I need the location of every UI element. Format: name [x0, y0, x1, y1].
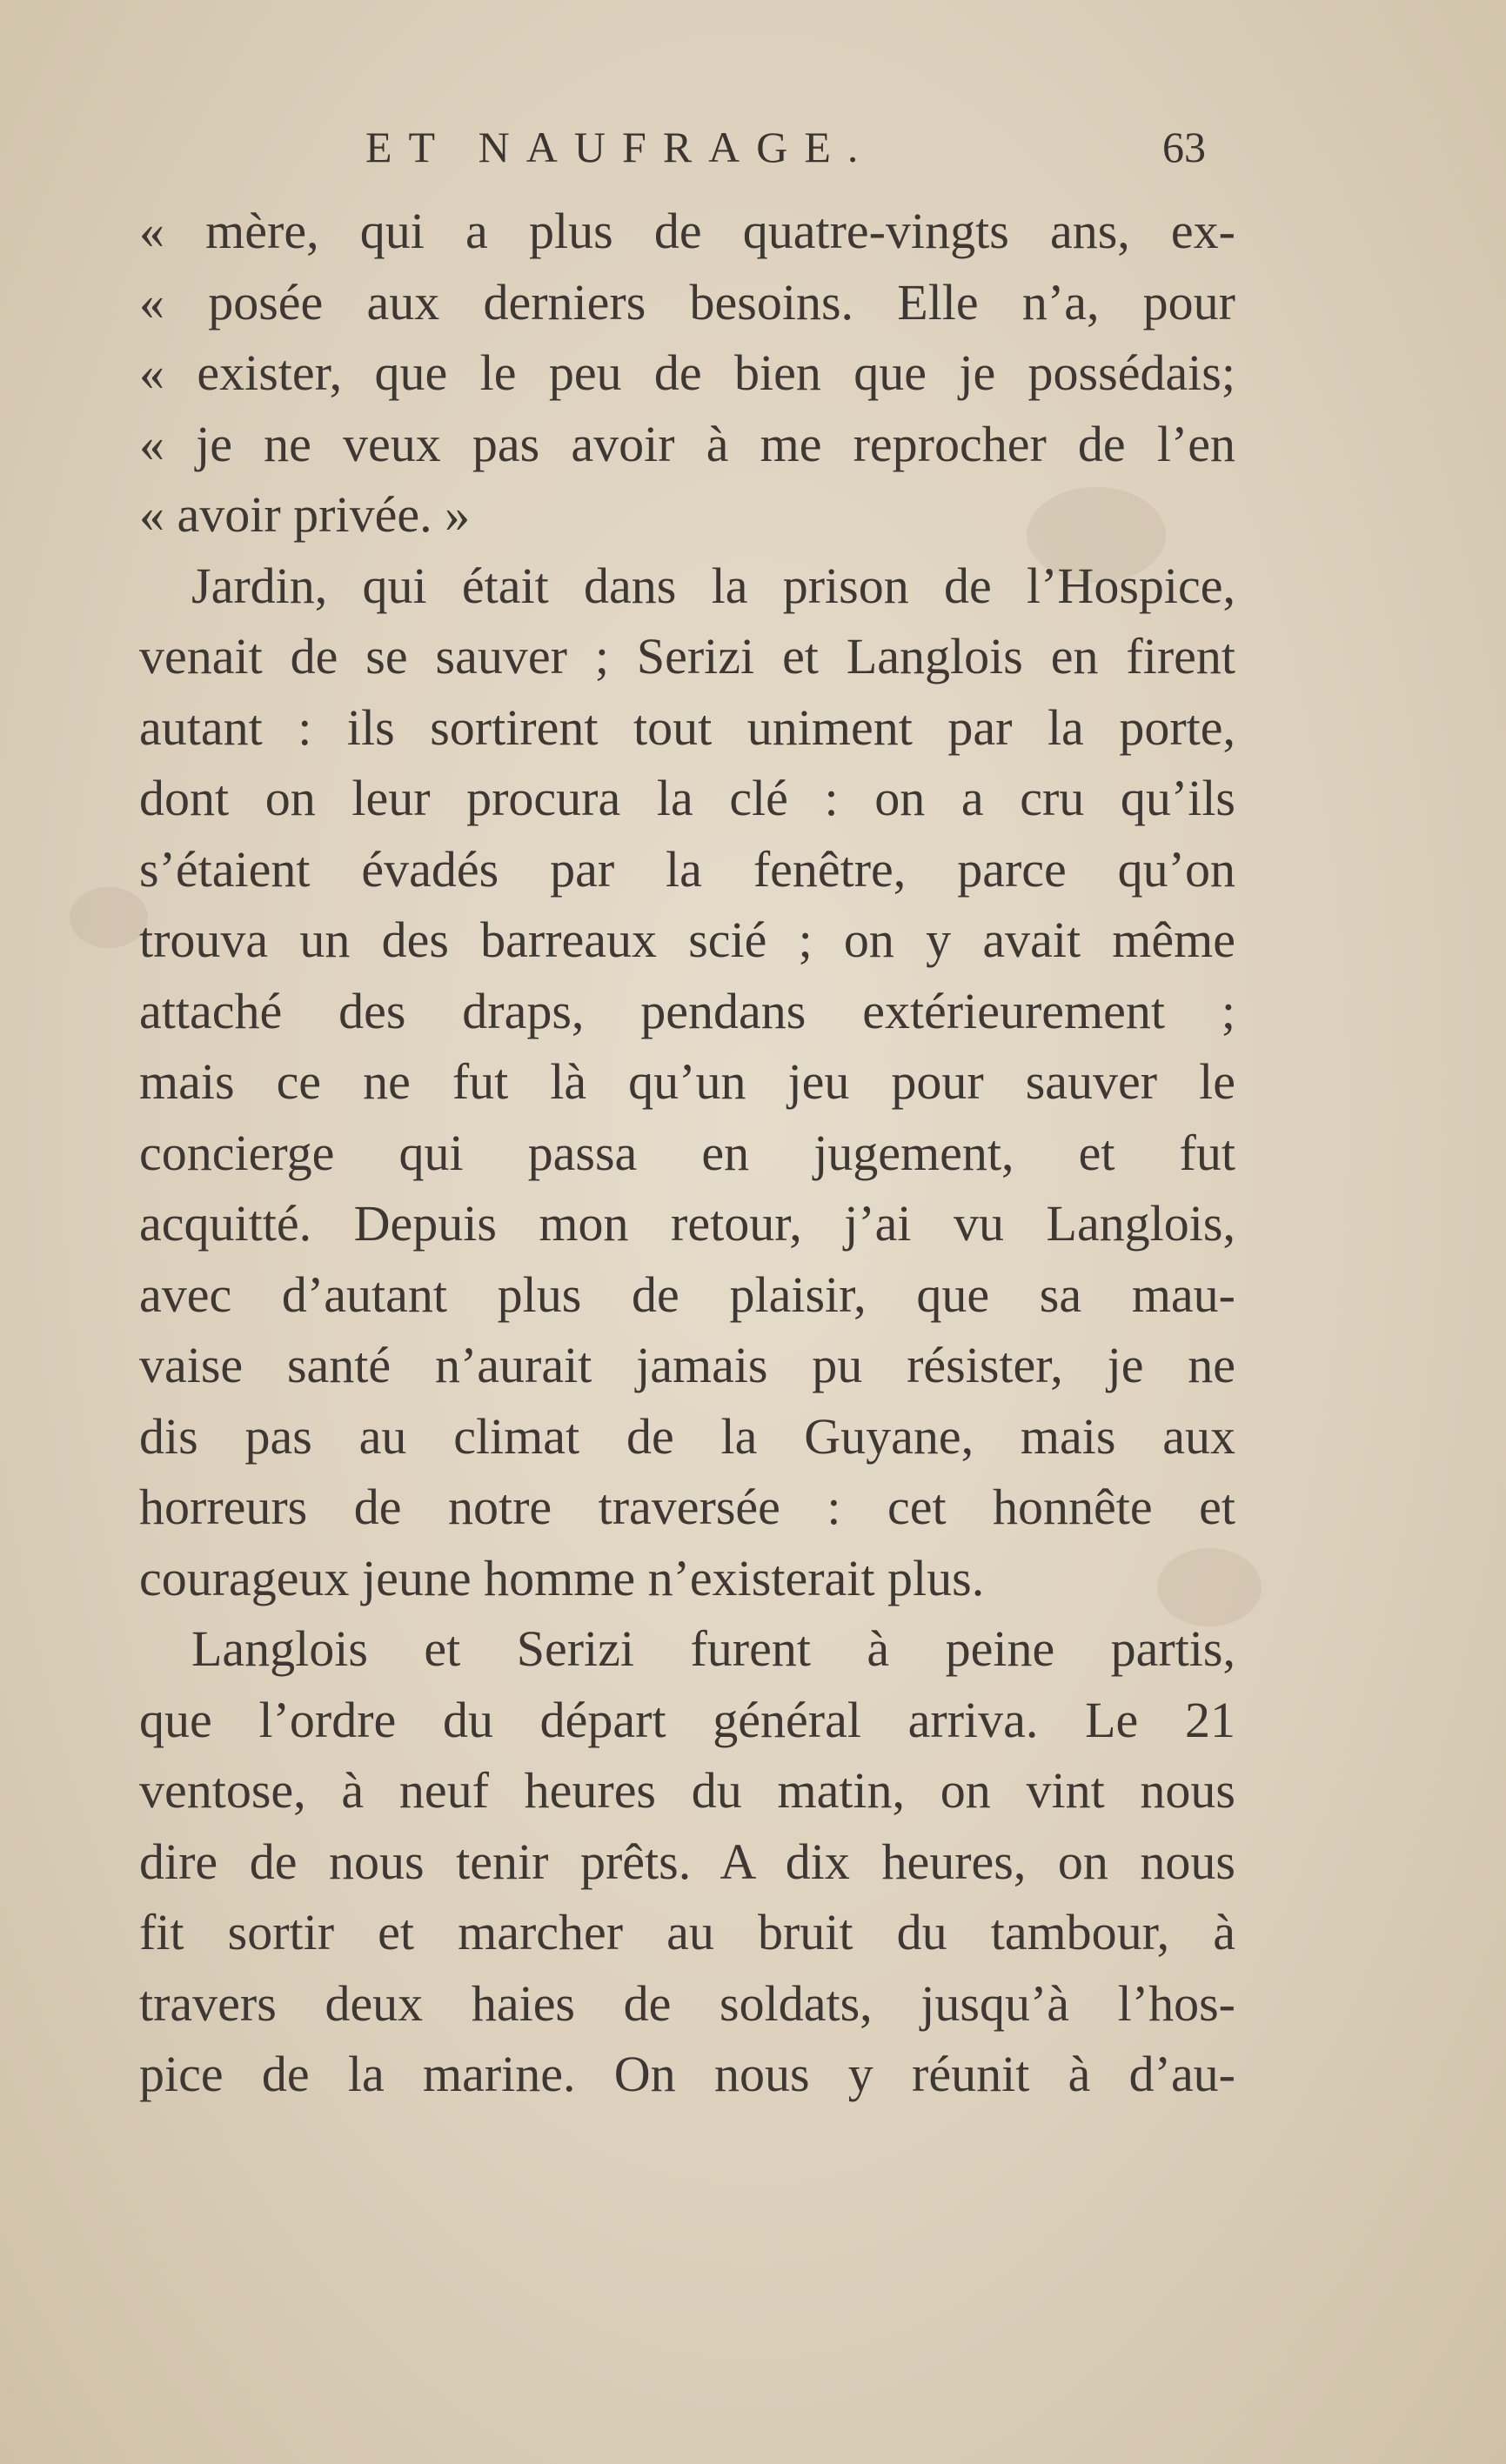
page-number: 63 [1162, 123, 1206, 171]
text-line: concierge qui passa en jugement, et fut [139, 1124, 1235, 1181]
text-line: avec d’autant plus de plaisir, que sa mau- [139, 1265, 1235, 1323]
text-line: autant : ils sortirent tout uniment par la porte, [139, 698, 1235, 756]
text-line: « je ne veux pas avoir à me reprocher de l’en [139, 415, 1235, 472]
text-line: s’étaient évadés par la fenêtre, parce qu’on [139, 840, 1235, 898]
text-line: vaise santé n’aurait jamais pu résister, je ne [139, 1337, 1235, 1393]
text-line: ventose, à neuf heures du matin, on vint nous [139, 1762, 1235, 1819]
body-text [139, 196, 1235, 2110]
text-line: travers deux haies de soldats, jusqu’à l’hos- [139, 1974, 1235, 2032]
running-head [0, 122, 1506, 191]
text-line: courageux jeune homme n’existerait plus. [139, 1549, 985, 1606]
text-line: trouva un des barreaux scié ; on y avait même [139, 911, 1235, 968]
text-line: acquitté. Depuis mon retour, j’ai vu Langlois, [139, 1195, 1235, 1252]
text-line: Langlois et Serizi furent à peine partis, [191, 1620, 1235, 1677]
running-title: ET NAUFRAGE. [365, 123, 875, 171]
text-line: venait de se sauver ; Serizi et Langlois en firent [139, 628, 1235, 684]
text-line: pice de la marine. On nous y réunit à d’au- [139, 2046, 1235, 2102]
text-line: dont on leur procura la clé : on a cru qu’ils [139, 770, 1235, 826]
text-line: que l’ordre du départ général arriva. Le 21 [139, 1691, 1235, 1748]
text-line: « exister, que le peu de bien que je possédais; [139, 344, 1235, 401]
text-line: Jardin, qui était dans la prison de l’Hospice, [191, 557, 1235, 614]
text-line: dis pas au climat de la Guyane, mais aux [139, 1407, 1235, 1465]
text-line: mais ce ne fut là qu’un jeu pour sauver le [139, 1053, 1235, 1110]
text-line: attaché des draps, pendans extérieurement ; [139, 982, 1235, 1039]
paper-stain [70, 887, 148, 948]
text-line: dire de nous tenir prêts. A dix heures, on nous [139, 1833, 1235, 1890]
text-line: « mère, qui a plus de quatre-vingts ans, ex- [139, 203, 1235, 259]
text-line: « posée aux derniers besoins. Elle n’a, pour [139, 273, 1235, 331]
text-line: horreurs de notre traversée : cet honnête et [139, 1479, 1235, 1535]
text-line: « avoir privée. » [139, 486, 471, 543]
text-line: fit sortir et marcher au bruit du tambour, à [139, 1904, 1235, 1960]
